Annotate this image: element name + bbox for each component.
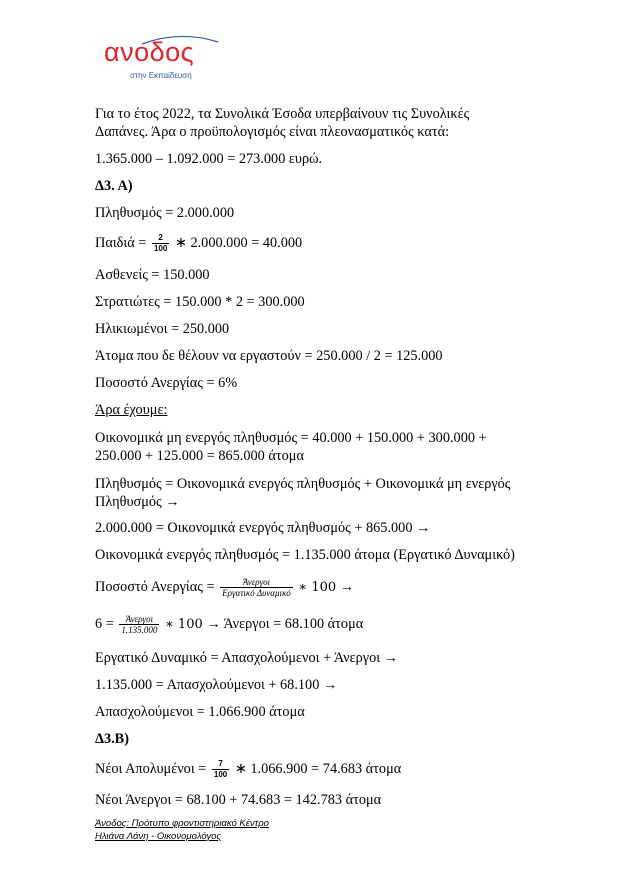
fraction-denominator: Εργατικό Δυναμικό: [222, 588, 291, 598]
section-heading: Δ3.Β): [95, 731, 129, 747]
fraction-numerator: Άνεργοι: [119, 614, 159, 625]
fraction-numerator: 2: [152, 233, 169, 244]
formula-text: ∗ 100: [298, 579, 337, 595]
arrow-icon: →: [165, 494, 180, 510]
paragraph-line: Οικονομικά μη ενεργός πληθυσμός = 40.000 + 150.000 + 300.000 +: [95, 430, 487, 446]
logo-subtitle: στην Εκπαίδευση: [130, 71, 192, 80]
paragraph-line: Οικονομικά ενεργός πληθυσμός = 1.135.000 άτομα (Εργατικό Δυναμικό): [95, 547, 515, 563]
fraction-denominator: 1.135.000: [121, 625, 158, 635]
paragraph-line: 250.000 + 125.000 = 865.000 άτομα: [95, 448, 304, 464]
formula-line: [95, 577, 354, 598]
formula-text: Ποσοστό Ανεργίας =: [95, 578, 215, 595]
section-heading: Δ3. Α): [95, 178, 133, 194]
fraction: [220, 577, 293, 598]
paragraph-line: Ηλικιωμένοι = 250.000: [95, 321, 230, 337]
arrow-icon: →: [416, 520, 431, 536]
paragraph-text: Πληθυσμός: [95, 494, 162, 510]
formula-text: ∗ 2.000.000 = 40.000: [174, 234, 303, 251]
formula-line: [95, 759, 401, 780]
formula-text: ∗ 100: [164, 616, 203, 632]
paragraph-line: Ασθενείς = 150.000: [95, 267, 210, 283]
paragraph-text: 2.000.000 = Οικονομικά ενεργός πληθυσμός + 865.000: [95, 520, 413, 536]
paragraph-line: Για το έτος 2022, τα Συνολικά Έσοδα υπερβαίνουν τις Συνολικές: [95, 106, 470, 122]
paragraph-line: 1.365.000 – 1.092.000 = 273.000 ευρώ.: [95, 151, 323, 167]
paragraph-line: [95, 650, 398, 666]
formula-text: 6 =: [95, 615, 114, 632]
paragraph-line: [95, 520, 430, 536]
formula-line: [95, 233, 302, 254]
paragraph-line: Νέοι Άνεργοι = 68.100 + 74.683 = 142.783 άτομα: [95, 792, 382, 808]
arrow-icon: →: [339, 578, 355, 595]
formula-text: Άνεργοι = 68.100 άτομα: [223, 615, 364, 632]
formula-line: [95, 614, 363, 635]
fraction: [152, 233, 169, 254]
fraction-denominator: 100: [153, 244, 168, 253]
formula-text: Νέοι Απολυμένοι =: [95, 760, 207, 777]
logo-wordmark: [104, 36, 194, 68]
arrow-icon: →: [383, 650, 398, 666]
paragraph-line: Άτομα που δε θέλουν να εργαστούν = 250.000 / 2 = 125.000: [95, 348, 443, 364]
paragraph-line: Πληθυσμός = 2.000.000: [95, 205, 235, 221]
paragraph-text: 1.135.000 = Απασχολούμενοι + 68.100: [95, 677, 320, 693]
fraction-numerator: 7: [212, 759, 229, 770]
arrow-icon: →: [206, 615, 221, 632]
paragraph-line: [95, 677, 337, 693]
arrow-icon: →: [322, 677, 338, 693]
paragraph-text: Εργατικό Δυναμικό = Απασχολούμενοι + Άνεργοι: [95, 650, 381, 666]
company-logo: [100, 36, 220, 88]
footer-line: Άνοδος: Πρότυπο φροντιστηριακό Κέντρο: [95, 818, 269, 829]
formula-text: ∗ 1.066.900 = 74.683 άτομα: [234, 760, 402, 777]
fraction-numerator: Άνεργοι: [220, 577, 293, 588]
footer-line: Ηλιάνα Λάνη - Οικονομολόγος: [95, 831, 222, 842]
paragraph-line: Στρατιώτες = 150.000 * 2 = 300.000: [95, 294, 305, 310]
paragraph-line: Ποσοστό Ανεργίας = 6%: [95, 375, 238, 391]
fraction: [212, 759, 229, 780]
paragraph-line: Δαπάνες. Άρα ο προϋπολογισμός είναι πλεονασματικός κατά:: [95, 124, 450, 140]
paragraph-line: [95, 494, 180, 510]
logo-wordmark-text: ανοδος: [104, 37, 195, 67]
paragraph-line: Άρα έχουμε:: [95, 402, 168, 418]
fraction: [119, 614, 159, 635]
paragraph-line: Απασχολούμενοι = 1.066.900 άτομα: [95, 704, 305, 720]
formula-text: Παιδιά =: [95, 234, 147, 251]
paragraph-line: Πληθυσμός = Οικονομικά ενεργός πληθυσμός + Οικονομικά μη ενεργός: [95, 476, 511, 492]
fraction-denominator: 100: [213, 770, 228, 779]
